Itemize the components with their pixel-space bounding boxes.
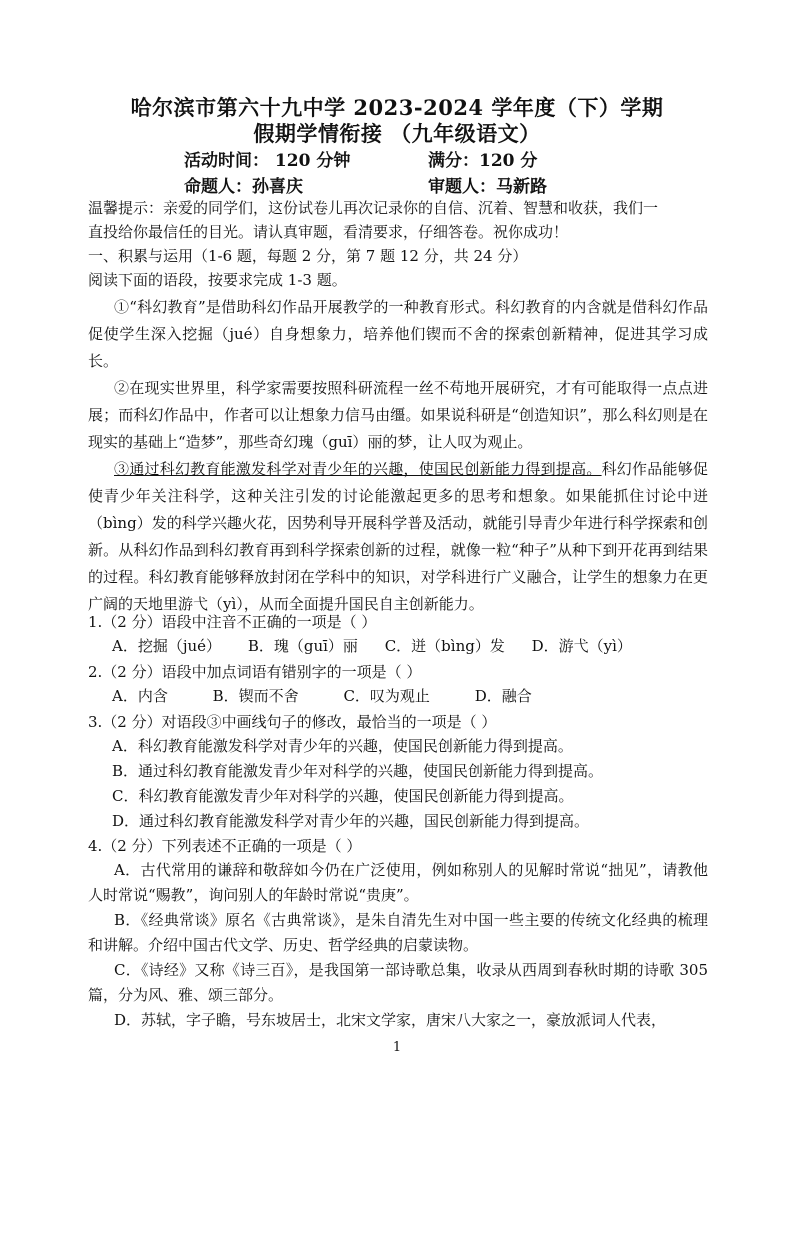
page-number: 1	[392, 1040, 402, 1055]
reviewer-label: 审题人：马新路	[428, 177, 547, 197]
question-4-option-d[interactable]: D．苏轼，字子瞻，号东坡居士，北宋文学家，唐宋八大家之一，豪放派词人代表，	[114, 1011, 667, 1029]
underlined-sentence: ③通过科幻教育能激发科学对青少年的兴趣，使国民创新能力得到提高。	[114, 460, 602, 478]
paragraph-3-rest: 科幻作品能够促使青少年关注科学，这种关注引发的讨论能激起更多的思考和想象。如果能抓住讨论中迸（bìng）发的科学兴趣火花，因势利导开展科学普及活动，就能引导青少年进行科学探索和创新。从科幻作品到科幻教育再到科学探索创新的过程，就像一粒“种子”从种下到开花再到结果的过程。科幻教育能够释放封闭在学科中的知识，对学科进行广义融合，让学生的想象力在更广阔的天地里游弋（yì），从而全面提升国民自主创新能力。	[88, 460, 708, 613]
question-4-option-b[interactable]: B．《经典常谈》原名《古典常谈》，是朱自清先生对中国一些主要的传统文化经典的梳理和讲解。介绍中国古代文学、历史、哲学经典的启蒙读物。	[88, 911, 708, 954]
question-1-stem: 1.（2 分）语段中注音不正确的一项是（ ）	[88, 613, 377, 631]
question-3-option-d[interactable]: D．通过科幻教育能激发科学对青少年的兴趣，国民创新能力得到提高。	[112, 812, 590, 830]
tip-line-2: 直投给你最信任的目光。请认真审题，看清要求，仔细答卷。祝你成功！	[88, 223, 569, 241]
exam-title: 哈尔滨市第六十九中学 2023-2024 学年度（下）学期	[130, 95, 664, 120]
passage-paragraph-1: ①“科幻教育”是借助科幻作品开展教学的一种教育形式。科幻教育的内含就是借科幻作品促使学生深入挖掘（jué）自身想象力，培养他们锲而不舍的探索创新精神，促进其学习成长。	[88, 298, 708, 370]
question-1-option-a[interactable]: A．挖掘（jué）	[112, 637, 222, 655]
question-2-options	[112, 684, 554, 708]
question-2-option-a[interactable]: A．内含	[112, 687, 168, 705]
question-1-option-d[interactable]: D．游弋（yì）	[531, 637, 632, 655]
question-4-stem: 4.（2 分）下列表述不正确的一项是（ ）	[88, 837, 362, 855]
question-2-option-c[interactable]: C．叹为观止	[343, 687, 430, 705]
section-heading: 一、积累与运用（1-6 题，每题 2 分，第 7 题 12 分，共 24 分）	[88, 247, 528, 265]
question-1-options	[112, 634, 654, 658]
question-2-option-d[interactable]: D．融合	[474, 687, 532, 705]
question-2-stem: 2.（2 分）语段中加点词语有错别字的一项是（ ）	[88, 663, 422, 681]
exam-subtitle: 假期学情衔接 （九年级语文）	[253, 121, 541, 146]
question-4-option-a[interactable]: A．古代常用的谦辞和敬辞如今仍在广泛使用，例如称别人的见解时常说“拙见”，请教他人时常说“赐教”，询问别人的年龄时常说“贵庚”。	[88, 861, 708, 904]
author-label: 命题人：孙喜庆	[184, 177, 303, 197]
score-label: 满分：120 分	[428, 151, 538, 171]
reading-passage	[88, 294, 708, 618]
passage-paragraph-2: ②在现实世界里，科学家需要按照科研流程一丝不苟地开展研究，才有可能取得一点点进展；而科幻作品中，作者可以让想象力信马由缰。如果说科研是“创造知识”，那么科幻则是在现实的基础上“造梦”，那些奇幻瑰（guī）丽的梦，让人叹为观止。	[88, 379, 708, 451]
question-1-option-c[interactable]: C．迸（bìng）发	[384, 637, 505, 655]
question-3-option-c[interactable]: C．科幻教育能激发青少年对科学的兴趣，使国民创新能力得到提高。	[112, 787, 574, 805]
question-4-option-c[interactable]: C．《诗经》又称《诗三百》，是我国第一部诗歌总集，收录从西周到春秋时期的诗歌 305 篇，分为风、雅、颂三部分。	[88, 961, 708, 1004]
time-label: 活动时间： 120 分钟	[184, 151, 351, 171]
tip-line-1: 温馨提示：亲爱的同学们，这份试卷儿再次记录你的自信、沉着、智慧和收获，我们一	[88, 199, 659, 217]
question-4-options	[88, 858, 708, 1033]
question-3-option-a[interactable]: A．科幻教育能激发科学对青少年的兴趣，使国民创新能力得到提高。	[112, 737, 573, 755]
question-3-option-b[interactable]: B．通过科幻教育能激发青少年对科学的兴趣，使国民创新能力得到提高。	[112, 762, 604, 780]
question-3-stem: 3.（2 分）对语段③中画线句子的修改，最恰当的一项是（ ）	[88, 713, 497, 731]
question-2-option-b[interactable]: B．锲而不舍	[212, 687, 299, 705]
passage-instruction: 阅读下面的语段，按要求完成 1-3 题。	[88, 271, 347, 289]
question-1-option-b[interactable]: B．瑰（guī）丽	[247, 637, 358, 655]
passage-paragraph-3	[88, 456, 708, 618]
